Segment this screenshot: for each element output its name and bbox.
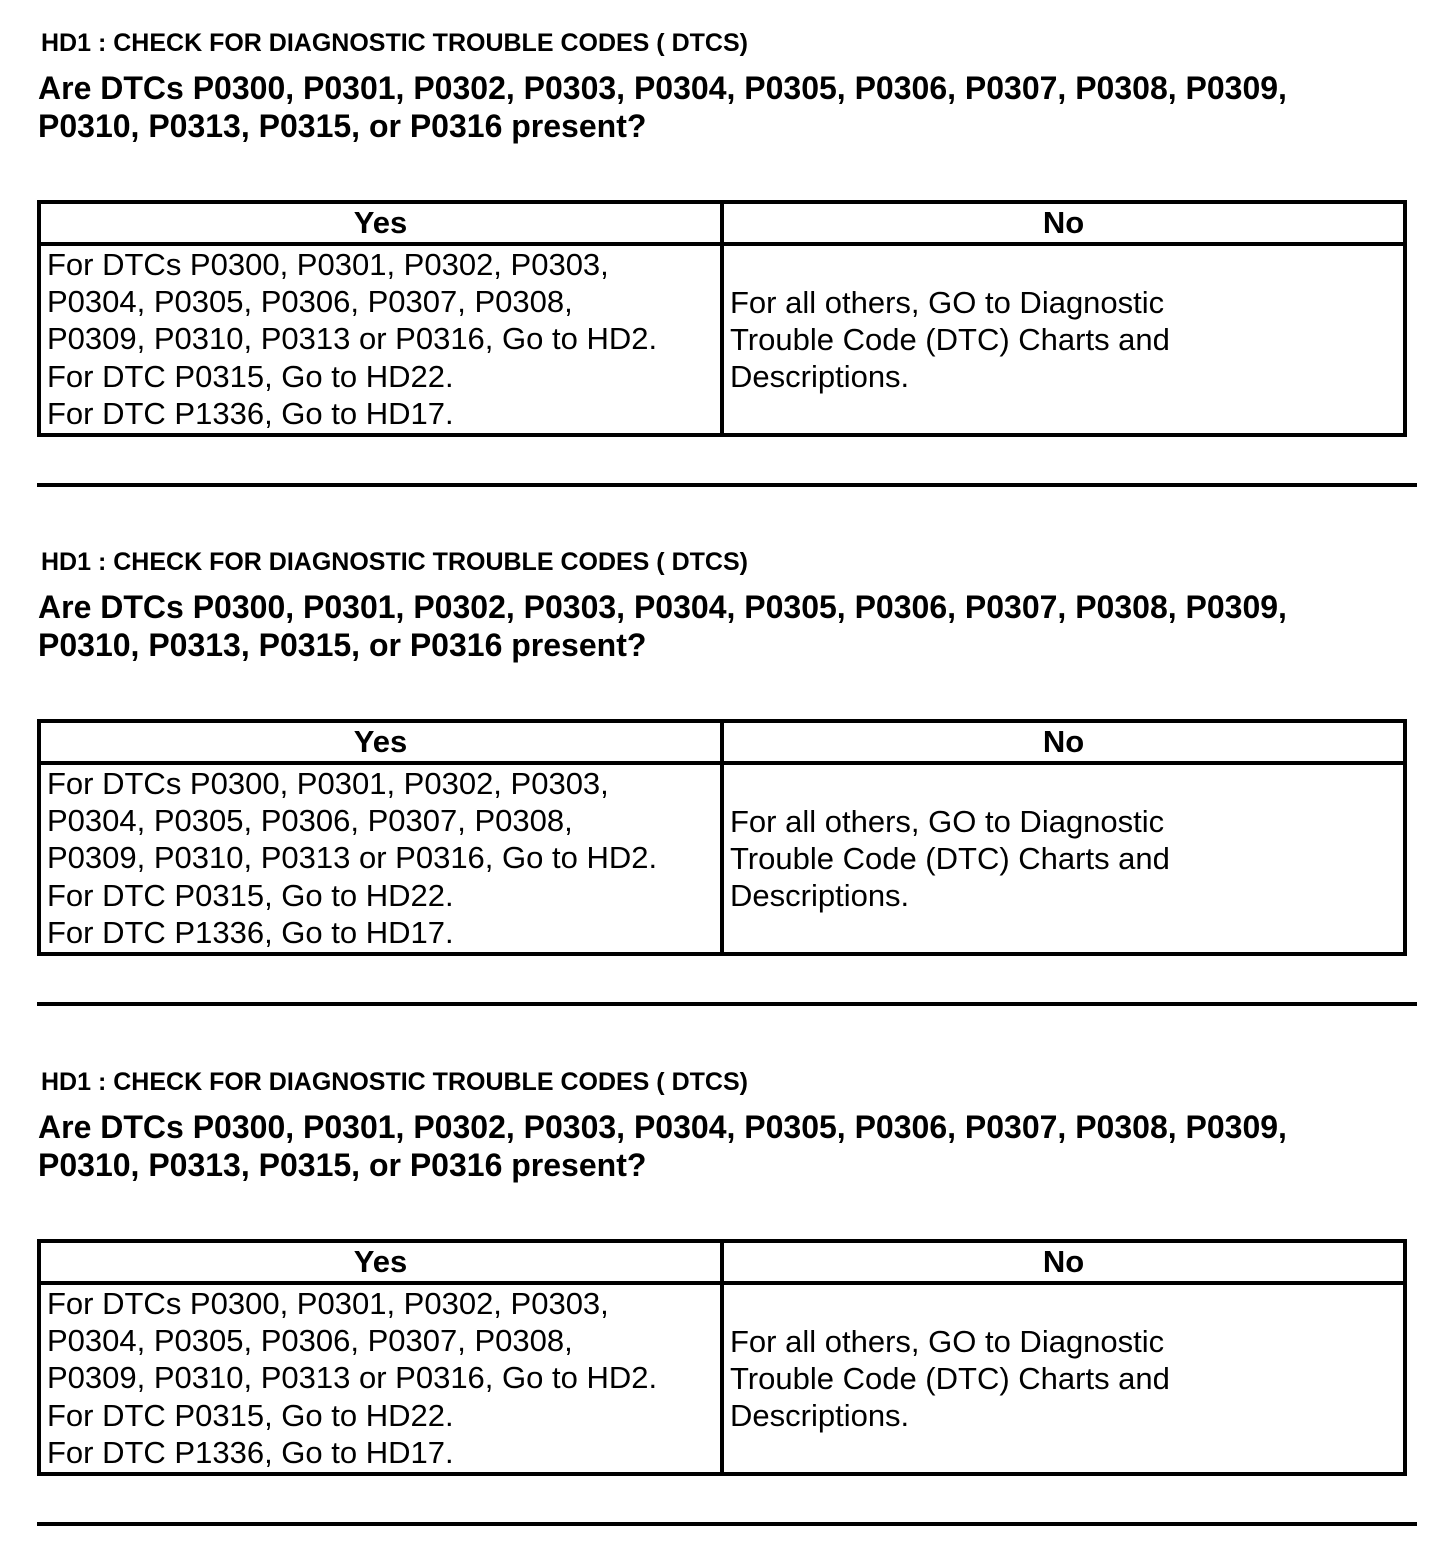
no-line: Descriptions. <box>730 878 910 914</box>
yes-cell <box>39 244 722 435</box>
section-divider <box>37 1522 1417 1526</box>
yes-header: Yes <box>39 1241 722 1283</box>
question-line: P0310, P0313, P0315, or P0316 present? <box>38 1147 647 1183</box>
question-line: Are DTCs P0300, P0301, P0302, P0303, P0304, P0305, P0306, P0307, P0308, P0309, <box>38 70 1287 106</box>
yes-header: Yes <box>39 721 722 763</box>
no-line: For all others, GO to Diagnostic <box>730 803 1165 839</box>
no-line: For all others, GO to Diagnostic <box>730 1323 1165 1359</box>
yes-line: For DTC P1336, Go to HD17. <box>47 1434 454 1470</box>
no-line: Descriptions. <box>730 359 910 395</box>
step-heading: HD1 : CHECK FOR DIAGNOSTIC TROUBLE CODES ( DTCS) <box>41 548 748 576</box>
step-question <box>38 588 1418 664</box>
question-line: Are DTCs P0300, P0301, P0302, P0303, P0304, P0305, P0306, P0307, P0308, P0309, <box>38 589 1287 625</box>
yes-line: P0304, P0305, P0306, P0307, P0308, <box>47 1323 573 1359</box>
yes-line: For DTCs P0300, P0301, P0302, P0303, <box>47 1286 609 1321</box>
no-cell <box>722 244 1405 435</box>
table-row <box>39 763 1405 954</box>
yes-line: P0309, P0310, P0313 or P0316, Go to HD2. <box>47 321 658 357</box>
yes-no-table <box>37 1239 1407 1476</box>
yes-line: For DTC P0315, Go to HD22. <box>47 1397 454 1433</box>
yes-cell <box>39 763 722 954</box>
yes-line: For DTCs P0300, P0301, P0302, P0303, <box>47 247 609 282</box>
step-question <box>38 1108 1418 1184</box>
table-header-row <box>39 202 1405 244</box>
yes-line: For DTC P0315, Go to HD22. <box>47 358 454 394</box>
yes-line: P0309, P0310, P0313 or P0316, Go to HD2. <box>47 840 658 876</box>
question-line: Are DTCs P0300, P0301, P0302, P0303, P0304, P0305, P0306, P0307, P0308, P0309, <box>38 1109 1287 1145</box>
question-line: P0310, P0313, P0315, or P0316 present? <box>38 108 647 144</box>
no-header: No <box>722 721 1405 763</box>
yes-line: P0309, P0310, P0313 or P0316, Go to HD2. <box>47 1360 658 1396</box>
no-line: Trouble Code (DTC) Charts and <box>730 840 1170 876</box>
yes-line: P0304, P0305, P0306, P0307, P0308, <box>47 284 573 320</box>
yes-line: For DTCs P0300, P0301, P0302, P0303, <box>47 766 609 801</box>
yes-header: Yes <box>39 202 722 244</box>
question-line: P0310, P0313, P0315, or P0316 present? <box>38 627 647 663</box>
no-cell <box>722 763 1405 954</box>
yes-cell <box>39 1283 722 1474</box>
yes-no-table <box>37 200 1407 437</box>
section-divider <box>37 483 1417 487</box>
diagnostic-step-section <box>0 519 1456 1039</box>
no-line: For all others, GO to Diagnostic <box>730 284 1165 320</box>
table-header-row <box>39 1241 1405 1283</box>
no-header: No <box>722 1241 1405 1283</box>
no-line: Descriptions. <box>730 1398 910 1434</box>
no-line: Trouble Code (DTC) Charts and <box>730 1360 1170 1396</box>
diagnostic-step-section <box>0 1039 1456 1559</box>
diagnostic-step-section <box>0 0 1456 520</box>
yes-no-table <box>37 719 1407 956</box>
table-header-row <box>39 721 1405 763</box>
no-cell <box>722 1283 1405 1474</box>
yes-line: For DTC P1336, Go to HD17. <box>47 914 454 950</box>
no-line: Trouble Code (DTC) Charts and <box>730 321 1170 357</box>
yes-line: P0304, P0305, P0306, P0307, P0308, <box>47 803 573 839</box>
yes-line: For DTC P1336, Go to HD17. <box>47 395 454 431</box>
step-heading: HD1 : CHECK FOR DIAGNOSTIC TROUBLE CODES ( DTCS) <box>41 29 748 57</box>
yes-line: For DTC P0315, Go to HD22. <box>47 877 454 913</box>
step-question <box>38 69 1418 145</box>
no-header: No <box>722 202 1405 244</box>
table-row <box>39 244 1405 435</box>
section-divider <box>37 1002 1417 1006</box>
step-heading: HD1 : CHECK FOR DIAGNOSTIC TROUBLE CODES ( DTCS) <box>41 1068 748 1096</box>
table-row <box>39 1283 1405 1474</box>
